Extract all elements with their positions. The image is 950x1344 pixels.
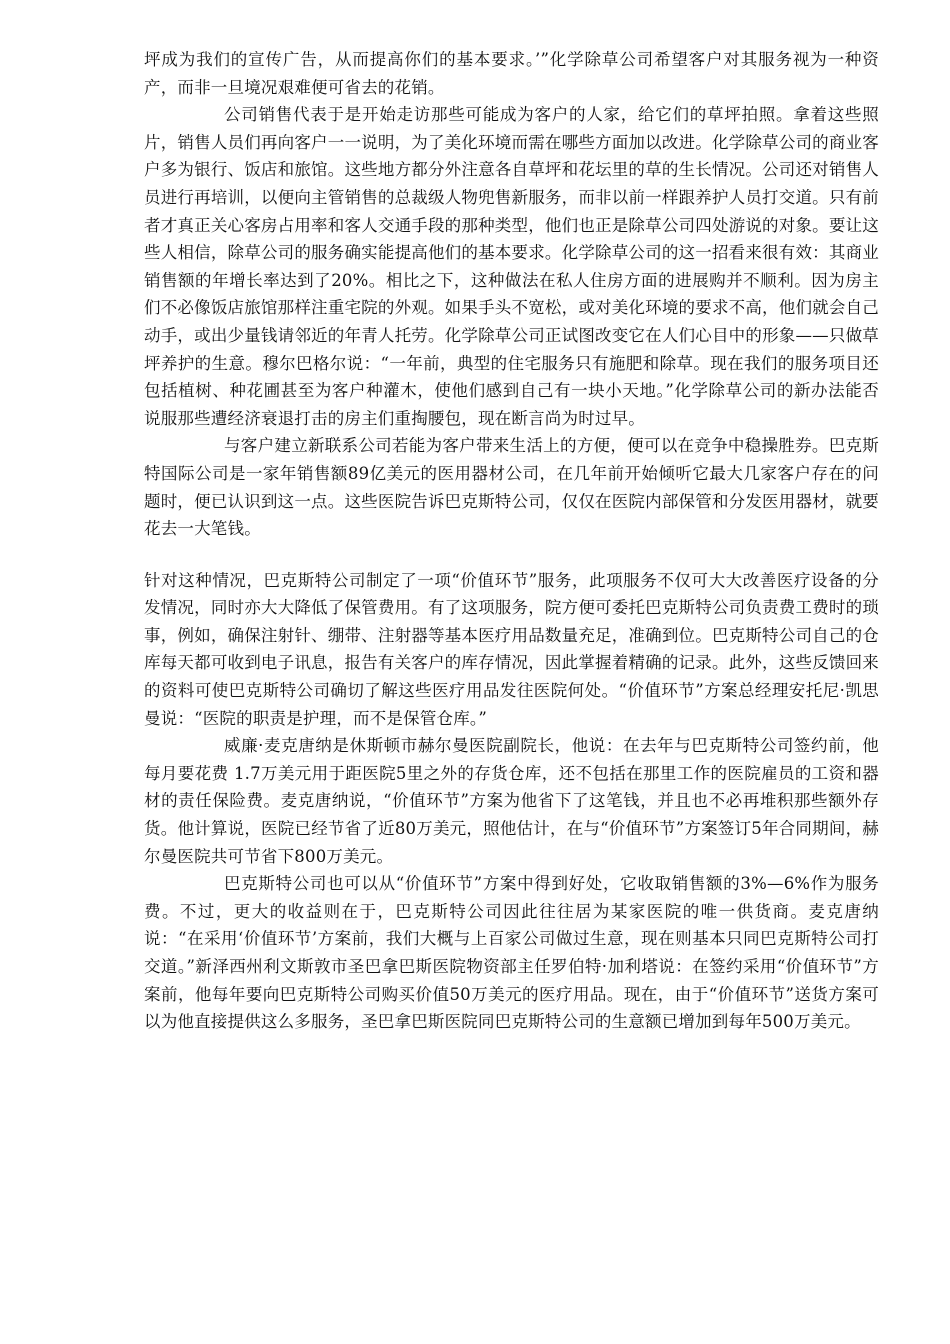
paragraph-baxter-benefit: 巴克斯特公司也可以从“价值环节”方案中得到好处，它收取销售额的3%—6%作为服务费。不过，更大的收益则在于，巴克斯特公司因此往往居为某家医院的唯一供货商。麦克唐纳说：“在采用‘价值环节’方案前，我们大概与上百家公司做过生意，现在则基本只同巴克斯特公司打交道。”新泽西州利文斯敦市圣巴拿巴斯医院物资部主任罗伯特·加利塔说：在签约采用“价值环节”方案前，他每年要向巴克斯特公司购买价值50万美元的医疗用品。现在，由于“价值环节”送货方案可以为他直接提供这么多服务，圣巴拿巴斯医院同巴克斯特公司的生意额已增加到每年500万美元。 <box>144 874 879 1032</box>
paragraph-baxter-intro: 与客户建立新联系公司若能为客户带来生活上的方便，便可以在竞争中稳操胜券。巴克斯特国际公司是一家年销售额89亿美元的医用器材公司，在几年前开始倾听它最大几家客户存在的问题时，便已认识到这一点。这些医院告诉巴克斯特公司，仅仅在医院内部保管和分发医用器材，就要花去一大笔钱。 <box>144 436 879 539</box>
paragraph-value-link: 针对这种情况，巴克斯特公司制定了一项“价值环节”服务，此项服务不仅可大大改善医疗设备的分发情况，同时亦大大降低了保管费用。有了这项服务，院方便可委托巴克斯特公司负责费工费时的琐事，例如，确保注射针、绷带、注射器等基本医疗用品数量充足，准确到位。巴克斯特公司自己的仓库每天都可收到电子讯息，报告有关客户的库存情况，因此掌握着精确的记录。此外，这些反馈回来的资料可使巴克斯特公司确切了解这些医疗用品发往医院何处。“价值环节”方案总经理安托尼·凯思曼说：“医院的职责是护理，而不是保管仓库。” <box>144 570 879 728</box>
document-body <box>144 46 879 1036</box>
paragraph-sales-reps: 公司销售代表于是开始走访那些可能成为客户的人家，给它们的草坪拍照。拿着这些照片，销售人员们再向客户一一说明，为了美化环境而需在哪些方面加以改进。化学除草公司的商业客户多为银行、饭店和旅馆。这些地方都分外注意各自草坪和花坛里的草的生长情况。公司还对销售人员进行再培训，以便向主管销售的总裁级人物兜售新服务，而非以前一样跟养护人员打交道。只有前者才真正关心客房占用率和客人交通手段的那种类型，他们也正是除草公司四处游说的对象。要让这些人相信，除草公司的服务确实能提高他们的基本要求。化学除草公司的这一招看来很有效：其商业销售额的年增长率达到了20%。相比之下，这种做法在私人住房方面的进展购并不顺利。因为房主们不必像饭店旅馆那样注重宅院的外观。如果手头不宽松，或对美化环境的要求不高，他们就会自己动手，或出少量钱请邻近的年青人托劳。化学除草公司正试图改变它在人们心目中的形象——只做草坪养护的生意。穆尔巴格尔说：“一年前，典型的住宅服务只有施肥和除草。现在我们的服务项目还包括植树、种花圃甚至为客户种灌木，使他们感到自己有一块小天地。”化学除草公司的新办法能否说服那些遭经济衰退打击的房主们重掏腰包，现在断言尚为时过早。 <box>144 105 879 428</box>
paragraph-mcdonald: 威廉·麦克唐纳是休斯顿市赫尔曼医院副院长，他说：在去年与巴克斯特公司签约前，他每月要花费 1.7万美元用于距医院5里之外的存货仓库，还不包括在那里工作的医院雇员的工资和器材的责任保险费。麦克唐纳说，“价值环节”方案为他省下了这笔钱，并且也不必再堆积那些额外存货。他计算说，医院已经节省了近80万美元，照他估计，在与“价值环节”方案签订5年合同期间，赫尔曼医院共可节省下800万美元。 <box>144 736 879 866</box>
paragraph-continuation: 坪成为我们的宣传广告，从而提高你们的基本要求。’”化学除草公司希望客户对其服务视为一种资产，而非一旦境况艰难便可省去的花销。 <box>144 50 879 97</box>
